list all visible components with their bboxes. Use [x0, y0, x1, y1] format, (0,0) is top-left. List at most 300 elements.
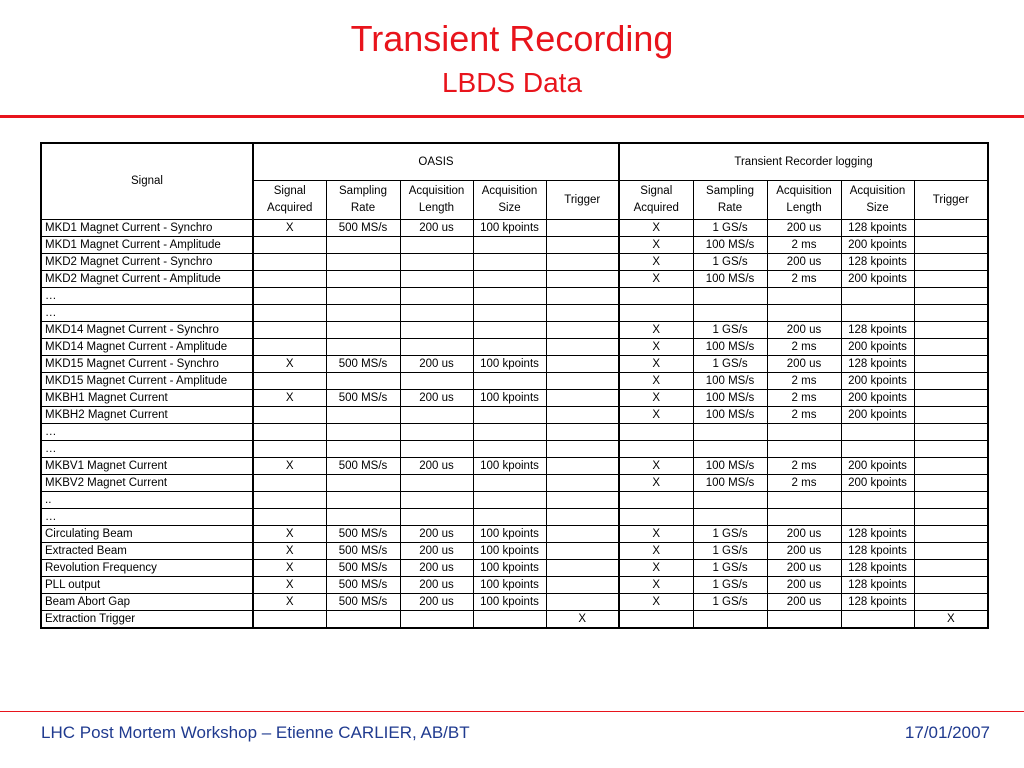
oasis-acquisition-size-cell — [473, 237, 546, 254]
tr-sampling-rate-cell — [693, 424, 767, 441]
table-row — [41, 254, 988, 271]
tr-signal-acquired-cell — [619, 509, 693, 526]
oasis-trigger-cell — [546, 424, 619, 441]
tr-signal-acquired-cell: X — [619, 237, 693, 254]
tr-sampling-rate-cell: 1 GS/s — [693, 577, 767, 594]
oasis-trigger-cell — [546, 441, 619, 458]
oasis-trigger-cell — [546, 271, 619, 288]
oasis-sampling-rate-cell: 500 MS/s — [326, 560, 400, 577]
tr-trigger-cell — [914, 220, 988, 237]
oasis-trigger-cell — [546, 305, 619, 322]
oasis-signal-acquired-cell — [253, 373, 326, 390]
oasis-acquisition-size-cell: 100 kpoints — [473, 458, 546, 475]
tr-acquisition-size-cell — [841, 441, 914, 458]
tr-trigger-cell — [914, 594, 988, 611]
oasis-signal-acquired-cell — [253, 339, 326, 356]
tr-acquisition-size-cell: 128 kpoints — [841, 526, 914, 543]
oasis-acquisition-size-cell — [473, 475, 546, 492]
tr-signal-acquired-cell: X — [619, 560, 693, 577]
oasis-trigger-cell — [546, 526, 619, 543]
tr-acquisition-length-cell: 2 ms — [767, 458, 841, 475]
oasis-sampling-rate-cell: 500 MS/s — [326, 594, 400, 611]
tr-acquisition-size-cell: 200 kpoints — [841, 237, 914, 254]
signal-name-cell: MKD2 Magnet Current - Amplitude — [41, 271, 253, 288]
tr-sampling-rate-cell: 100 MS/s — [693, 407, 767, 424]
signal-name-cell: MKD14 Magnet Current - Amplitude — [41, 339, 253, 356]
oasis-acquisition-size-cell — [473, 339, 546, 356]
tr-signal-acquired-cell: X — [619, 339, 693, 356]
oasis-acquisition-size-cell: 100 kpoints — [473, 543, 546, 560]
oasis-trigger-cell — [546, 560, 619, 577]
tr-signal-acquired-cell: X — [619, 271, 693, 288]
signal-name-cell: Extracted Beam — [41, 543, 253, 560]
table-row — [41, 407, 988, 424]
signal-name-cell: MKD1 Magnet Current - Amplitude — [41, 237, 253, 254]
tr-sampling-rate-cell: 1 GS/s — [693, 594, 767, 611]
tr-acquisition-length-cell: 200 us — [767, 220, 841, 237]
table-row — [41, 560, 988, 577]
tr-trigger-cell — [914, 254, 988, 271]
oasis-acquisition-length-cell — [400, 373, 473, 390]
tr-signal-acquired-cell: X — [619, 458, 693, 475]
oasis-sampling-rate-cell — [326, 305, 400, 322]
tr-sampling-rate-cell: 100 MS/s — [693, 458, 767, 475]
tr-sampling-rate-cell — [693, 305, 767, 322]
signal-name-cell: MKBH2 Magnet Current — [41, 407, 253, 424]
tr-trigger-cell — [914, 458, 988, 475]
tr-sampling-rate-cell — [693, 492, 767, 509]
oasis-signal-acquired-cell — [253, 271, 326, 288]
oasis-sampling-rate-cell — [326, 237, 400, 254]
oasis-acquisition-length-cell — [400, 339, 473, 356]
tr-trigger-cell — [914, 237, 988, 254]
oasis-sampling-rate-cell — [326, 322, 400, 339]
tr-sampling-rate-cell: 100 MS/s — [693, 390, 767, 407]
oasis-signal-acquired-cell — [253, 492, 326, 509]
signal-name-cell: MKBV1 Magnet Current — [41, 458, 253, 475]
tr-acquisition-size-cell: 128 kpoints — [841, 322, 914, 339]
tr-acquisition-length-cell: 200 us — [767, 594, 841, 611]
oasis-acquisition-size-cell — [473, 441, 546, 458]
oasis-acquisition-size-header: Acquisition Size — [473, 181, 546, 220]
title-divider — [0, 115, 1024, 118]
oasis-sampling-rate-cell: 500 MS/s — [326, 356, 400, 373]
tr-acquisition-size-cell: 200 kpoints — [841, 339, 914, 356]
oasis-signal-acquired-cell — [253, 288, 326, 305]
tr-sampling-rate-cell: 1 GS/s — [693, 322, 767, 339]
oasis-acquisition-length-cell — [400, 407, 473, 424]
tr-trigger-cell — [914, 441, 988, 458]
tr-trigger-cell: X — [914, 611, 988, 629]
oasis-trigger-cell — [546, 254, 619, 271]
tr-acquisition-length-cell — [767, 288, 841, 305]
signal-name-cell: … — [41, 441, 253, 458]
oasis-acquisition-size-cell: 100 kpoints — [473, 390, 546, 407]
table-row — [41, 594, 988, 611]
oasis-signal-acquired-cell — [253, 237, 326, 254]
oasis-signal-acquired-cell: X — [253, 560, 326, 577]
tr-sampling-rate-cell: 1 GS/s — [693, 543, 767, 560]
signal-name-cell: Extraction Trigger — [41, 611, 253, 629]
tr-acquisition-length-cell: 2 ms — [767, 390, 841, 407]
oasis-acquisition-size-cell: 100 kpoints — [473, 577, 546, 594]
oasis-acquisition-length-cell: 200 us — [400, 543, 473, 560]
tr-signal-acquired-cell: X — [619, 254, 693, 271]
footer-date: 17/01/2007 — [904, 723, 990, 742]
oasis-trigger-cell — [546, 577, 619, 594]
signal-name-cell: PLL output — [41, 577, 253, 594]
oasis-signal-acquired-cell — [253, 475, 326, 492]
tr-sampling-rate-header: Sampling Rate — [693, 181, 767, 220]
tr-acquisition-length-cell — [767, 509, 841, 526]
oasis-trigger-cell — [546, 407, 619, 424]
tr-acquisition-length-cell: 200 us — [767, 254, 841, 271]
oasis-acquisition-length-cell — [400, 322, 473, 339]
oasis-trigger-cell — [546, 509, 619, 526]
oasis-acquisition-length-cell — [400, 441, 473, 458]
oasis-acquisition-size-cell: 100 kpoints — [473, 356, 546, 373]
table-row — [41, 577, 988, 594]
tr-acquisition-length-cell — [767, 441, 841, 458]
oasis-signal-acquired-cell — [253, 254, 326, 271]
oasis-sampling-rate-cell — [326, 611, 400, 629]
signal-name-cell: MKD2 Magnet Current - Synchro — [41, 254, 253, 271]
oasis-trigger-cell: X — [546, 611, 619, 629]
tr-signal-acquired-cell — [619, 424, 693, 441]
tr-signal-acquired-cell: X — [619, 407, 693, 424]
tr-acquisition-size-cell — [841, 424, 914, 441]
tr-acquisition-size-cell: 128 kpoints — [841, 220, 914, 237]
tr-trigger-cell — [914, 424, 988, 441]
tr-acquisition-size-cell — [841, 509, 914, 526]
tr-acquisition-length-cell: 200 us — [767, 543, 841, 560]
tr-acquisition-length-cell: 200 us — [767, 356, 841, 373]
tr-acquisition-size-cell: 200 kpoints — [841, 475, 914, 492]
oasis-acquisition-size-cell — [473, 492, 546, 509]
tr-signal-acquired-cell: X — [619, 390, 693, 407]
table-row — [41, 288, 988, 305]
oasis-trigger-cell — [546, 475, 619, 492]
oasis-trigger-cell — [546, 322, 619, 339]
tr-signal-acquired-cell — [619, 288, 693, 305]
tr-trigger-cell — [914, 271, 988, 288]
table-row — [41, 339, 988, 356]
oasis-acquisition-size-cell — [473, 305, 546, 322]
oasis-acquisition-size-cell: 100 kpoints — [473, 560, 546, 577]
signal-name-cell: MKBV2 Magnet Current — [41, 475, 253, 492]
oasis-acquisition-length-cell — [400, 254, 473, 271]
oasis-acquisition-length-cell — [400, 305, 473, 322]
tr-acquisition-length-cell: 200 us — [767, 577, 841, 594]
tr-signal-acquired-cell: X — [619, 356, 693, 373]
oasis-acquisition-size-cell: 100 kpoints — [473, 526, 546, 543]
tr-signal-acquired-cell — [619, 441, 693, 458]
oasis-trigger-cell — [546, 356, 619, 373]
signal-name-cell: MKD15 Magnet Current - Synchro — [41, 356, 253, 373]
oasis-acquisition-length-cell: 200 us — [400, 594, 473, 611]
tr-acquisition-length-cell: 2 ms — [767, 475, 841, 492]
oasis-sampling-rate-cell — [326, 407, 400, 424]
oasis-sampling-rate-cell: 500 MS/s — [326, 390, 400, 407]
table-row — [41, 356, 988, 373]
tr-signal-acquired-cell: X — [619, 475, 693, 492]
tr-trigger-cell — [914, 509, 988, 526]
oasis-signal-acquired-cell — [253, 441, 326, 458]
table-row — [41, 305, 988, 322]
table-row — [41, 271, 988, 288]
tr-trigger-cell — [914, 526, 988, 543]
signal-name-cell: … — [41, 509, 253, 526]
oasis-trigger-cell — [546, 220, 619, 237]
tr-sampling-rate-cell: 100 MS/s — [693, 373, 767, 390]
oasis-acquisition-length-cell — [400, 424, 473, 441]
table-row — [41, 424, 988, 441]
tr-signal-acquired-cell — [619, 492, 693, 509]
oasis-acquisition-size-cell: 100 kpoints — [473, 594, 546, 611]
tr-acquisition-length-cell — [767, 611, 841, 629]
tr-signal-acquired-cell: X — [619, 543, 693, 560]
oasis-sampling-rate-cell — [326, 254, 400, 271]
oasis-signal-acquired-cell: X — [253, 356, 326, 373]
oasis-acquisition-length-cell — [400, 611, 473, 629]
oasis-acquisition-length-cell: 200 us — [400, 458, 473, 475]
tr-signal-acquired-header: Signal Acquired — [619, 181, 693, 220]
tr-sampling-rate-cell: 1 GS/s — [693, 254, 767, 271]
tr-sampling-rate-cell: 1 GS/s — [693, 220, 767, 237]
tr-acquisition-size-cell: 200 kpoints — [841, 407, 914, 424]
tr-acquisition-size-cell — [841, 492, 914, 509]
tr-signal-acquired-cell: X — [619, 594, 693, 611]
oasis-acquisition-size-cell — [473, 611, 546, 629]
lbds-data-table — [40, 142, 989, 629]
slide-title: Transient Recording — [350, 18, 674, 59]
oasis-signal-acquired-cell: X — [253, 458, 326, 475]
signal-column-header: Signal — [41, 143, 253, 220]
oasis-sampling-rate-cell: 500 MS/s — [326, 458, 400, 475]
tr-sampling-rate-cell: 100 MS/s — [693, 271, 767, 288]
table-row — [41, 475, 988, 492]
signal-name-cell: Revolution Frequency — [41, 560, 253, 577]
tr-trigger-cell — [914, 373, 988, 390]
oasis-sampling-rate-cell — [326, 509, 400, 526]
table-row — [41, 373, 988, 390]
tr-acquisition-size-cell: 200 kpoints — [841, 390, 914, 407]
tr-trigger-header: Trigger — [914, 181, 988, 220]
oasis-trigger-cell — [546, 339, 619, 356]
table-row — [41, 509, 988, 526]
table-row — [41, 441, 988, 458]
table-body — [41, 220, 988, 629]
oasis-acquisition-length-cell — [400, 237, 473, 254]
oasis-acquisition-length-cell: 200 us — [400, 356, 473, 373]
oasis-trigger-cell — [546, 373, 619, 390]
footer-divider — [0, 711, 1024, 712]
slide-subtitle: LBDS Data — [441, 67, 583, 98]
tr-trigger-cell — [914, 577, 988, 594]
oasis-sampling-rate-cell — [326, 424, 400, 441]
tr-acquisition-size-cell: 200 kpoints — [841, 271, 914, 288]
tr-acquisition-size-cell: 128 kpoints — [841, 356, 914, 373]
tr-acquisition-size-header: Acquisition Size — [841, 181, 914, 220]
tr-sampling-rate-cell: 1 GS/s — [693, 356, 767, 373]
oasis-acquisition-length-cell — [400, 509, 473, 526]
tr-acquisition-size-cell: 128 kpoints — [841, 543, 914, 560]
oasis-signal-acquired-cell: X — [253, 594, 326, 611]
tr-acquisition-size-cell: 128 kpoints — [841, 560, 914, 577]
oasis-sampling-rate-cell — [326, 373, 400, 390]
oasis-signal-acquired-cell — [253, 305, 326, 322]
tr-acquisition-length-cell: 2 ms — [767, 339, 841, 356]
oasis-acquisition-size-cell — [473, 407, 546, 424]
oasis-sampling-rate-cell — [326, 339, 400, 356]
tr-acquisition-length-cell: 2 ms — [767, 237, 841, 254]
oasis-trigger-cell — [546, 458, 619, 475]
oasis-sampling-rate-cell: 500 MS/s — [326, 220, 400, 237]
tr-acquisition-size-cell — [841, 611, 914, 629]
oasis-sampling-rate-cell — [326, 441, 400, 458]
oasis-acquisition-size-cell — [473, 271, 546, 288]
tr-acquisition-size-cell: 128 kpoints — [841, 594, 914, 611]
oasis-signal-acquired-cell: X — [253, 220, 326, 237]
tr-acquisition-length-cell — [767, 305, 841, 322]
oasis-trigger-cell — [546, 594, 619, 611]
oasis-acquisition-size-cell — [473, 509, 546, 526]
oasis-trigger-cell — [546, 390, 619, 407]
oasis-sampling-rate-cell — [326, 288, 400, 305]
tr-trigger-cell — [914, 288, 988, 305]
oasis-acquisition-size-cell — [473, 322, 546, 339]
signal-name-cell: Beam Abort Gap — [41, 594, 253, 611]
signal-name-cell: … — [41, 288, 253, 305]
tr-sampling-rate-cell: 1 GS/s — [693, 526, 767, 543]
tr-sampling-rate-cell: 1 GS/s — [693, 560, 767, 577]
oasis-acquisition-length-cell: 200 us — [400, 390, 473, 407]
oasis-sampling-rate-cell — [326, 271, 400, 288]
transient-recorder-group-header: Transient Recorder logging — [619, 143, 988, 181]
oasis-trigger-cell — [546, 543, 619, 560]
oasis-acquisition-size-cell — [473, 373, 546, 390]
tr-acquisition-length-cell — [767, 424, 841, 441]
tr-signal-acquired-cell: X — [619, 322, 693, 339]
tr-sampling-rate-cell — [693, 288, 767, 305]
oasis-acquisition-length-cell — [400, 475, 473, 492]
tr-acquisition-size-cell: 128 kpoints — [841, 254, 914, 271]
tr-signal-acquired-cell — [619, 305, 693, 322]
tr-acquisition-size-cell — [841, 305, 914, 322]
oasis-acquisition-length-cell — [400, 288, 473, 305]
oasis-sampling-rate-cell — [326, 492, 400, 509]
oasis-acquisition-length-cell: 200 us — [400, 560, 473, 577]
signal-name-cell: MKD14 Magnet Current - Synchro — [41, 322, 253, 339]
tr-trigger-cell — [914, 390, 988, 407]
oasis-signal-acquired-header: Signal Acquired — [253, 181, 326, 220]
signal-name-cell: … — [41, 305, 253, 322]
oasis-acquisition-length-cell — [400, 271, 473, 288]
footer-workshop-text: LHC Post Mortem Workshop – Etienne CARLIER, AB/BT — [41, 723, 470, 742]
signal-name-cell: … — [41, 424, 253, 441]
oasis-sampling-rate-cell: 500 MS/s — [326, 543, 400, 560]
oasis-acquisition-size-cell — [473, 424, 546, 441]
tr-trigger-cell — [914, 339, 988, 356]
oasis-acquisition-size-cell — [473, 288, 546, 305]
tr-trigger-cell — [914, 322, 988, 339]
table-row — [41, 611, 988, 629]
tr-acquisition-length-cell: 200 us — [767, 560, 841, 577]
oasis-signal-acquired-cell — [253, 509, 326, 526]
oasis-acquisition-size-cell — [473, 254, 546, 271]
tr-trigger-cell — [914, 492, 988, 509]
tr-acquisition-size-cell — [841, 288, 914, 305]
oasis-signal-acquired-cell — [253, 322, 326, 339]
header-row-groups — [41, 143, 988, 181]
oasis-trigger-header: Trigger — [546, 181, 619, 220]
tr-acquisition-size-cell: 200 kpoints — [841, 458, 914, 475]
tr-signal-acquired-cell: X — [619, 577, 693, 594]
tr-signal-acquired-cell — [619, 611, 693, 629]
oasis-signal-acquired-cell — [253, 611, 326, 629]
oasis-sampling-rate-header: Sampling Rate — [326, 181, 400, 220]
tr-acquisition-length-cell: 2 ms — [767, 407, 841, 424]
tr-trigger-cell — [914, 543, 988, 560]
tr-sampling-rate-cell: 100 MS/s — [693, 339, 767, 356]
table-row — [41, 220, 988, 237]
tr-acquisition-size-cell: 200 kpoints — [841, 373, 914, 390]
oasis-acquisition-length-header: Acquisition Length — [400, 181, 473, 220]
oasis-trigger-cell — [546, 237, 619, 254]
tr-trigger-cell — [914, 475, 988, 492]
oasis-signal-acquired-cell — [253, 424, 326, 441]
table-row — [41, 543, 988, 560]
oasis-sampling-rate-cell: 500 MS/s — [326, 577, 400, 594]
tr-signal-acquired-cell: X — [619, 526, 693, 543]
tr-acquisition-length-cell — [767, 492, 841, 509]
tr-acquisition-length-cell: 200 us — [767, 322, 841, 339]
oasis-acquisition-size-cell: 100 kpoints — [473, 220, 546, 237]
oasis-acquisition-length-cell: 200 us — [400, 526, 473, 543]
tr-acquisition-length-cell: 200 us — [767, 526, 841, 543]
oasis-acquisition-length-cell — [400, 492, 473, 509]
tr-acquisition-length-cell: 2 ms — [767, 373, 841, 390]
table-row — [41, 322, 988, 339]
oasis-signal-acquired-cell: X — [253, 390, 326, 407]
tr-signal-acquired-cell: X — [619, 373, 693, 390]
tr-trigger-cell — [914, 407, 988, 424]
table-row — [41, 526, 988, 543]
tr-acquisition-length-header: Acquisition Length — [767, 181, 841, 220]
tr-trigger-cell — [914, 560, 988, 577]
oasis-trigger-cell — [546, 288, 619, 305]
oasis-signal-acquired-cell: X — [253, 526, 326, 543]
signal-name-cell: Circulating Beam — [41, 526, 253, 543]
table-row — [41, 492, 988, 509]
oasis-sampling-rate-cell — [326, 475, 400, 492]
oasis-signal-acquired-cell: X — [253, 577, 326, 594]
signal-name-cell: MKD1 Magnet Current - Synchro — [41, 220, 253, 237]
signal-name-cell: MKBH1 Magnet Current — [41, 390, 253, 407]
tr-sampling-rate-cell — [693, 611, 767, 629]
table-header — [41, 143, 988, 220]
tr-signal-acquired-cell: X — [619, 220, 693, 237]
signal-name-cell: MKD15 Magnet Current - Amplitude — [41, 373, 253, 390]
tr-trigger-cell — [914, 305, 988, 322]
signal-name-cell: .. — [41, 492, 253, 509]
tr-acquisition-length-cell: 2 ms — [767, 271, 841, 288]
tr-sampling-rate-cell — [693, 509, 767, 526]
oasis-acquisition-length-cell: 200 us — [400, 577, 473, 594]
tr-sampling-rate-cell: 100 MS/s — [693, 475, 767, 492]
tr-trigger-cell — [914, 356, 988, 373]
table-row — [41, 237, 988, 254]
